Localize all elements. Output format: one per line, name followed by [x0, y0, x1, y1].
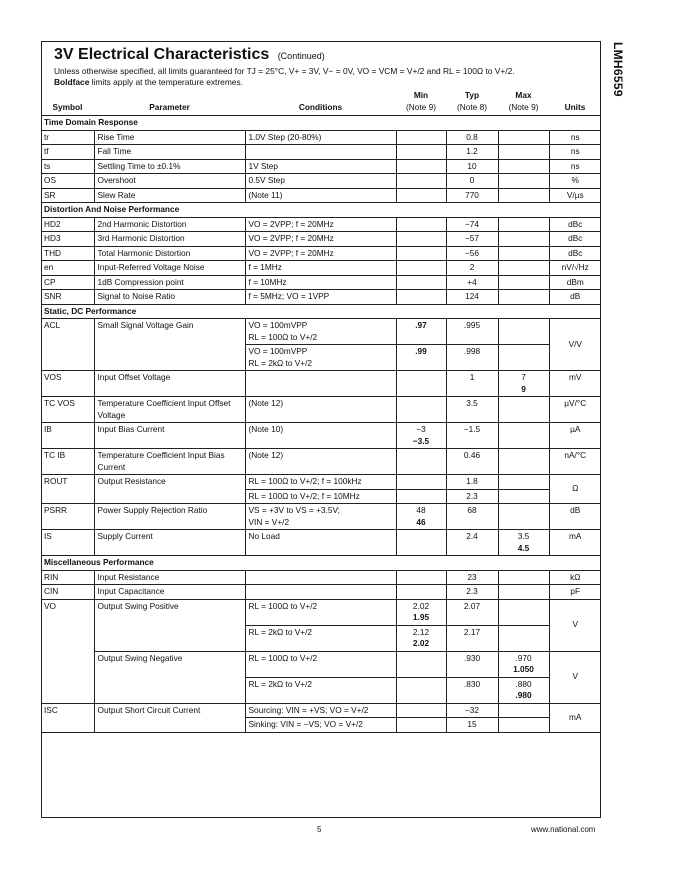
parameter-cell: Output Swing Positive — [94, 599, 245, 651]
table-row — [41, 232, 601, 247]
symbol-cell: ts — [41, 159, 94, 174]
min-cell — [396, 449, 446, 475]
intro-tail: limits apply at the temperature extremes. — [91, 76, 243, 87]
conditions-cell: f = 5MHz; VO = 1VPP — [245, 290, 396, 305]
symbol-cell: VO — [41, 599, 94, 703]
section-time: Time Domain Response — [41, 116, 601, 131]
min-cell — [396, 159, 446, 174]
symbol-cell: SR — [41, 188, 94, 203]
min-cell — [396, 423, 446, 449]
table-row — [41, 423, 601, 449]
units-cell: ns — [549, 159, 601, 174]
conditions-cell: RL = 2kΩ to V+/2 — [245, 625, 396, 651]
table-row — [41, 290, 601, 305]
header-typ-label: Typ — [464, 90, 480, 100]
min-cell — [396, 504, 446, 530]
max-cell — [498, 371, 549, 397]
typ-cell: 68 — [446, 504, 498, 530]
min-cell — [396, 130, 446, 145]
table-row — [41, 159, 601, 174]
units-cell: dBc — [549, 232, 601, 247]
min-cell — [396, 217, 446, 232]
condition-line: VO = 100mVPP — [248, 320, 308, 330]
intro-text: Unless otherwise specified, all limits guaranteed for TJ = 25°C, V+ = 3V, V− = 0V, VO = VCM = V+/2 and RL = 100Ω to V+/2. — [54, 66, 515, 76]
condition-line: VO = 100mVPP — [248, 346, 308, 356]
max-cell — [498, 345, 549, 371]
parameter-cell: Power Supply Rejection Ratio — [94, 504, 245, 530]
typ-cell: −74 — [446, 217, 498, 232]
max-cell — [498, 174, 549, 189]
header-conditions: Conditions — [245, 89, 396, 116]
table-row — [41, 275, 601, 290]
typ-cell: 15 — [446, 718, 498, 733]
title-text: 3V Electrical Characteristics — [54, 46, 270, 63]
parameter-cell: Input-Referred Voltage Noise — [94, 261, 245, 276]
parameter-cell: 1dB Compression point — [94, 275, 245, 290]
conditions-cell — [245, 585, 396, 600]
symbol-cell: PSRR — [41, 504, 94, 530]
units-cell: dBm — [549, 275, 601, 290]
symbol-cell: tf — [41, 145, 94, 160]
parameter-cell: Total Harmonic Distortion — [94, 246, 245, 261]
max-cell — [498, 145, 549, 160]
typ-cell: 2.07 — [446, 599, 498, 625]
min-cell — [396, 570, 446, 585]
min-cell: .99 — [396, 345, 446, 371]
section-static: Static, DC Performance — [41, 304, 601, 319]
min-cell — [396, 174, 446, 189]
table-row — [41, 145, 601, 160]
units-cell: dB — [549, 504, 601, 530]
table-row — [41, 504, 601, 530]
typ-cell: −1.5 — [446, 423, 498, 449]
table-row — [41, 371, 601, 397]
conditions-cell: No Load — [245, 530, 396, 556]
footer-url[interactable]: www.national.com — [531, 825, 596, 834]
min-cell — [396, 275, 446, 290]
units-cell: nA/°C — [549, 449, 601, 475]
max-cell — [498, 475, 549, 490]
units-cell: ns — [549, 130, 601, 145]
conditions-cell: VO = 2VPP; f = 20MHz — [245, 246, 396, 261]
conditions-cell: (Note 12) — [245, 449, 396, 475]
max-value: 3.5 — [517, 531, 530, 541]
units-cell: mA — [549, 530, 601, 556]
units-cell: nV/√Hz — [549, 261, 601, 276]
intro-bold: Boldface — [54, 76, 90, 87]
min-cell — [396, 718, 446, 733]
max-cell — [498, 703, 549, 718]
conditions-note — [54, 66, 594, 87]
symbol-cell: tr — [41, 130, 94, 145]
header-row — [41, 89, 601, 116]
symbol-cell: ACL — [41, 319, 94, 371]
min-cell — [396, 290, 446, 305]
typ-cell: .998 — [446, 345, 498, 371]
typ-cell: 1 — [446, 371, 498, 397]
units-cell: mA — [549, 703, 601, 732]
conditions-cell: (Note 10) — [245, 423, 396, 449]
parameter-cell: Fall Time — [94, 145, 245, 160]
conditions-cell: Sourcing: VIN = +VS; VO = V+/2 — [245, 703, 396, 718]
table-row — [41, 530, 601, 556]
min-value: −3 — [416, 424, 426, 434]
typ-cell: 0.8 — [446, 130, 498, 145]
units-cell: ns — [549, 145, 601, 160]
max-cell — [498, 217, 549, 232]
parameter-cell: Temperature Coefficient Input Offset Voltage — [94, 397, 245, 423]
min-value-bold: 1.95 — [412, 612, 430, 622]
symbol-cell: HD2 — [41, 217, 94, 232]
typ-cell: 10 — [446, 159, 498, 174]
part-number-side-label: LMH6559 — [611, 42, 625, 97]
units-cell: V/µs — [549, 188, 601, 203]
max-cell — [498, 159, 549, 174]
condition-line: VIN = V+/2 — [248, 516, 290, 527]
typ-cell: 0.46 — [446, 449, 498, 475]
parameter-cell: Output Short Circuit Current — [94, 703, 245, 732]
max-cell — [498, 489, 549, 504]
typ-cell: 2.3 — [446, 585, 498, 600]
parameter-cell: Input Offset Voltage — [94, 371, 245, 397]
table-row — [41, 319, 601, 345]
min-cell — [396, 188, 446, 203]
symbol-cell: ROUT — [41, 475, 94, 504]
conditions-cell — [245, 345, 396, 371]
conditions-cell: (Note 11) — [245, 188, 396, 203]
table-row — [41, 585, 601, 600]
max-cell — [498, 718, 549, 733]
header-min — [396, 89, 446, 116]
parameter-cell: Temperature Coefficient Input Bias Current — [94, 449, 245, 475]
max-cell — [498, 261, 549, 276]
min-cell — [396, 625, 446, 651]
units-cell: µV/°C — [549, 397, 601, 423]
max-cell — [498, 188, 549, 203]
units-cell: kΩ — [549, 570, 601, 585]
max-value: .970 — [515, 652, 532, 663]
symbol-cell: CP — [41, 275, 94, 290]
table-row — [41, 188, 601, 203]
conditions-cell: 1.0V Step (20-80%) — [245, 130, 396, 145]
typ-cell: +4 — [446, 275, 498, 290]
min-cell — [396, 703, 446, 718]
table-row — [41, 599, 601, 625]
parameter-cell: Output Resistance — [94, 475, 245, 504]
typ-cell: 2 — [446, 261, 498, 276]
conditions-cell: f = 1MHz — [245, 261, 396, 276]
typ-cell: 0 — [446, 174, 498, 189]
section-row — [41, 116, 601, 131]
parameter-cell: Supply Current — [94, 530, 245, 556]
min-cell — [396, 261, 446, 276]
typ-cell: 770 — [446, 188, 498, 203]
max-cell — [498, 585, 549, 600]
header-symbol: Symbol — [41, 89, 94, 116]
parameter-cell: Slew Rate — [94, 188, 245, 203]
units-cell: V/V — [549, 319, 601, 371]
min-value-bold: 46 — [416, 516, 426, 527]
units-cell: mV — [549, 371, 601, 397]
typ-cell: .930 — [446, 651, 498, 677]
conditions-cell: RL = 100Ω to V+/2 — [245, 599, 396, 625]
conditions-cell: 1V Step — [245, 159, 396, 174]
max-cell — [498, 449, 549, 475]
table-row — [41, 397, 601, 423]
section-dist: Distortion And Noise Performance — [41, 203, 601, 218]
conditions-cell: f = 10MHz — [245, 275, 396, 290]
conditions-cell — [245, 371, 396, 397]
units-cell: dB — [549, 290, 601, 305]
parameter-cell: 2nd Harmonic Distortion — [94, 217, 245, 232]
header-max — [498, 89, 549, 116]
typ-cell: 2.17 — [446, 625, 498, 651]
header-max-note: (Note 9) — [508, 101, 539, 112]
typ-cell: 124 — [446, 290, 498, 305]
units-cell: pF — [549, 585, 601, 600]
max-cell — [498, 246, 549, 261]
max-cell — [498, 651, 549, 677]
parameter-cell: Input Capacitance — [94, 585, 245, 600]
section-row — [41, 304, 601, 319]
max-cell — [498, 275, 549, 290]
min-value-bold: 2.02 — [412, 638, 430, 648]
min-cell: .97 — [396, 319, 446, 345]
conditions-cell: RL = 100Ω to V+/2 — [245, 651, 396, 677]
symbol-cell: VOS — [41, 371, 94, 397]
table-row — [41, 174, 601, 189]
conditions-cell — [245, 319, 396, 345]
min-cell — [396, 489, 446, 504]
max-cell — [498, 677, 549, 703]
min-cell — [396, 145, 446, 160]
header-typ-note: (Note 8) — [457, 101, 487, 112]
header-typ — [446, 89, 498, 116]
condition-line: RL = 100Ω to V+/2 — [248, 331, 318, 342]
symbol-cell: CIN — [41, 585, 94, 600]
table-row — [41, 246, 601, 261]
min-cell — [396, 246, 446, 261]
conditions-cell: RL = 100Ω to V+/2; f = 10MHz — [245, 489, 396, 504]
max-cell — [498, 232, 549, 247]
min-cell — [396, 585, 446, 600]
min-cell — [396, 397, 446, 423]
section-row — [41, 203, 601, 218]
parameter-cell: Settling Time to ±0.1% — [94, 159, 245, 174]
min-cell — [396, 651, 446, 677]
parameter-cell: Input Resistance — [94, 570, 245, 585]
units-cell: V — [549, 651, 601, 703]
min-cell — [396, 677, 446, 703]
table-row — [41, 475, 601, 490]
units-cell: dBc — [549, 246, 601, 261]
parameter-cell: Output Swing Negative — [94, 651, 245, 703]
min-value: 2.02 — [412, 600, 430, 611]
min-cell — [396, 475, 446, 490]
table-row — [41, 130, 601, 145]
conditions-cell — [245, 145, 396, 160]
symbol-cell: IB — [41, 423, 94, 449]
typ-cell: 2.4 — [446, 530, 498, 556]
symbol-cell: IS — [41, 530, 94, 556]
typ-cell: 23 — [446, 570, 498, 585]
min-value-bold: −3.5 — [412, 435, 430, 446]
symbol-cell: TC IB — [41, 449, 94, 475]
symbol-cell: OS — [41, 174, 94, 189]
max-cell — [498, 599, 549, 625]
parameter-cell: Signal to Noise Ratio — [94, 290, 245, 305]
header-min-note: (Note 9) — [406, 101, 436, 112]
max-value: .880 — [515, 678, 532, 689]
min-value: 2.12 — [412, 626, 430, 637]
table-row — [41, 703, 601, 718]
max-cell — [498, 504, 549, 530]
conditions-cell: (Note 12) — [245, 397, 396, 423]
units-cell: % — [549, 174, 601, 189]
table-row — [41, 449, 601, 475]
conditions-cell: 0.5V Step — [245, 174, 396, 189]
table-row — [41, 651, 601, 677]
typ-cell: 1.8 — [446, 475, 498, 490]
condition-line: RL = 2kΩ to V+/2 — [248, 357, 313, 368]
section-row — [41, 556, 601, 571]
units-cell: µA — [549, 423, 601, 449]
symbol-cell: en — [41, 261, 94, 276]
units-cell: dBc — [549, 217, 601, 232]
max-cell — [498, 290, 549, 305]
symbol-cell: SNR — [41, 290, 94, 305]
typ-cell: −32 — [446, 703, 498, 718]
conditions-cell: VO = 2VPP; f = 20MHz — [245, 232, 396, 247]
conditions-cell — [245, 570, 396, 585]
parameter-cell: Input Bias Current — [94, 423, 245, 449]
max-value-bold: 1.050 — [513, 664, 534, 674]
max-cell — [498, 319, 549, 345]
typ-cell: 3.5 — [446, 397, 498, 423]
conditions-cell — [245, 504, 396, 530]
parameter-cell: 3rd Harmonic Distortion — [94, 232, 245, 247]
units-cell: Ω — [549, 475, 601, 504]
min-value: 48 — [416, 505, 426, 515]
parameter-cell: Small Signal Voltage Gain — [94, 319, 245, 371]
conditions-cell: Sinking: VIN = −VS; VO = V+/2 — [245, 718, 396, 733]
parameter-cell: Rise Time — [94, 130, 245, 145]
max-cell — [498, 625, 549, 651]
header-min-label: Min — [413, 90, 429, 100]
conditions-cell: VO = 2VPP; f = 20MHz — [245, 217, 396, 232]
table-row — [41, 217, 601, 232]
symbol-cell: RIN — [41, 570, 94, 585]
characteristics-table — [41, 89, 601, 733]
max-cell — [498, 130, 549, 145]
max-value: 7 — [521, 372, 526, 382]
page-number: 5 — [317, 825, 322, 834]
min-cell — [396, 371, 446, 397]
max-cell — [498, 397, 549, 423]
title-note: (Continued) — [277, 51, 325, 61]
page-title — [54, 46, 325, 64]
condition-line: VS = +3V to VS = +3.5V; — [248, 505, 340, 515]
conditions-cell: RL = 100Ω to V+/2; f = 100kHz — [245, 475, 396, 490]
max-cell — [498, 570, 549, 585]
parameter-cell: Overshoot — [94, 174, 245, 189]
symbol-cell: TC VOS — [41, 397, 94, 423]
max-value-bold: 4.5 — [517, 542, 530, 553]
header-max-label: Max — [515, 90, 532, 100]
min-cell — [396, 599, 446, 625]
typ-cell: 2.3 — [446, 489, 498, 504]
symbol-cell: THD — [41, 246, 94, 261]
max-cell — [498, 423, 549, 449]
typ-cell: .995 — [446, 319, 498, 345]
typ-cell: −57 — [446, 232, 498, 247]
typ-cell: .830 — [446, 677, 498, 703]
symbol-cell: ISC — [41, 703, 94, 732]
max-value-bold: 9 — [521, 383, 526, 394]
table-row — [41, 261, 601, 276]
header-units: Units — [549, 89, 601, 116]
header-parameter: Parameter — [94, 89, 245, 116]
max-cell — [498, 530, 549, 556]
min-cell — [396, 232, 446, 247]
section-misc: Miscellaneous Performance — [41, 556, 601, 571]
min-cell — [396, 530, 446, 556]
typ-cell: 1.2 — [446, 145, 498, 160]
units-cell: V — [549, 599, 601, 651]
typ-cell: −56 — [446, 246, 498, 261]
table-row — [41, 570, 601, 585]
max-value-bold: .980 — [515, 690, 532, 700]
symbol-cell: HD3 — [41, 232, 94, 247]
conditions-cell: RL = 2kΩ to V+/2 — [245, 677, 396, 703]
